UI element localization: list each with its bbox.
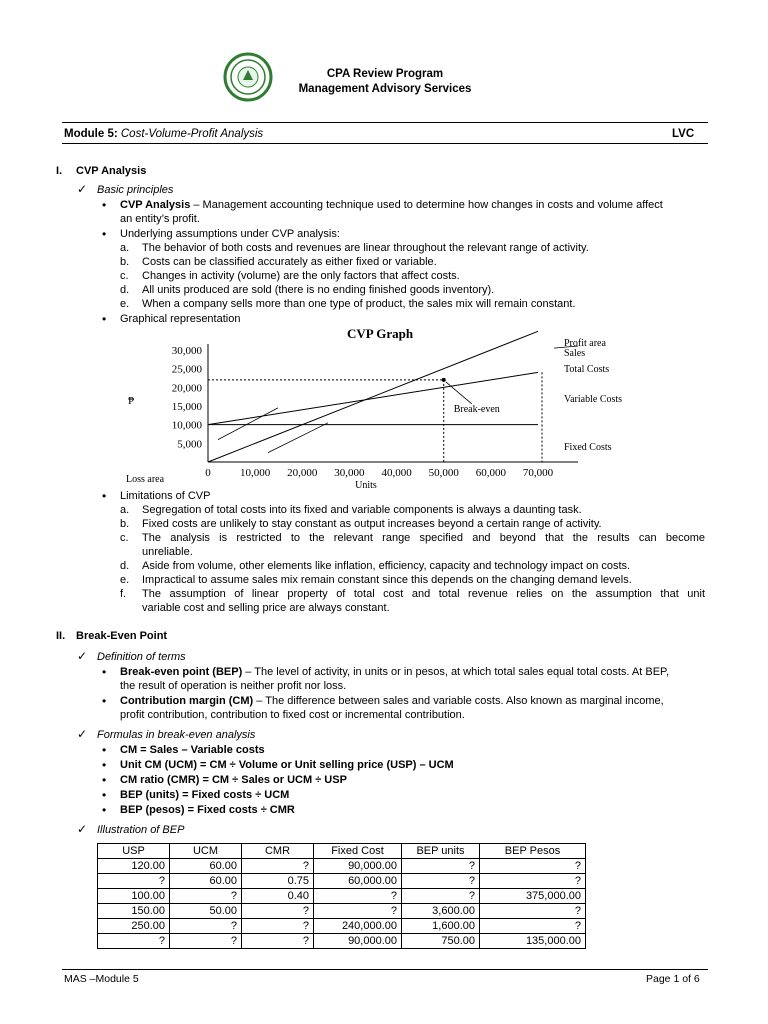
limitation-text: Segregation of total costs into its fixed and variable components is always a daunting task. xyxy=(142,504,582,516)
chart-x-tick-label: 30,000 xyxy=(334,467,365,479)
table-cell: 750.00 xyxy=(402,934,480,949)
cm-def-line1: – The difference between sales and variable costs. Also known as marginal income, xyxy=(253,695,664,707)
subject-title: Management Advisory Services xyxy=(298,83,472,95)
chart-ylabel: ₱ xyxy=(128,395,135,407)
chart-x-tick-label: 40,000 xyxy=(381,467,412,479)
limitation-letter: c. xyxy=(120,532,129,544)
chart-y-tick-label: 10,000 xyxy=(171,419,202,432)
table-header: BEP units xyxy=(402,844,480,859)
check-icon: ✓ xyxy=(77,822,88,836)
assumption-text: The behavior of both costs and revenues are linear throughout the relevant range of activity. xyxy=(142,242,589,254)
chart-x-tick-label: 70,000 xyxy=(522,467,554,479)
table-cell: ? xyxy=(314,904,402,919)
limitation-letter: f. xyxy=(120,588,127,600)
illustration-heading: Illustration of BEP xyxy=(97,824,185,836)
table-cell: ? xyxy=(402,859,480,874)
chart-x-tick-label: 0 xyxy=(205,467,211,479)
table-row xyxy=(98,889,586,904)
table-cell: 100.00 xyxy=(98,889,170,904)
bep-def-line1: – The level of activity, in units or in pesos, at which total sales equal total costs. At BEP, xyxy=(242,666,670,678)
basic-principles-heading: Basic principles xyxy=(97,184,174,196)
table-header: CMR xyxy=(242,844,314,859)
author-initials: LVC xyxy=(672,128,695,140)
table-cell: 90,000.00 xyxy=(314,859,402,874)
bullet-icon: • xyxy=(102,198,107,212)
cm-definition xyxy=(120,695,664,707)
table-cell: 120.00 xyxy=(98,859,170,874)
table-cell: 60.00 xyxy=(170,874,242,889)
assumption-letter: e. xyxy=(120,298,130,310)
chart-y-tick-label: 30,000 xyxy=(171,345,202,357)
limitation-text: The assumption of linear property of total cost and total revenue relies on the assumption that unit xyxy=(142,588,705,600)
bullet-icon: • xyxy=(102,312,107,326)
formula: Unit CM (UCM) = CM ÷ Volume or Unit selling price (USP) – UCM xyxy=(120,759,454,771)
section1-number: I. xyxy=(56,165,63,177)
limitation-text: Impractical to assume sales mix remain constant since this depends on the changing demand levels. xyxy=(142,574,632,586)
cvp-def-line1: – Management accounting technique used to determine how changes in costs and volume affect xyxy=(190,199,663,211)
graphical-heading: Graphical representation xyxy=(120,313,241,325)
table-cell: ? xyxy=(242,919,314,934)
limitations-title: Limitations of CVP xyxy=(120,490,211,502)
assumption-letter: a. xyxy=(120,242,130,254)
table-cell: ? xyxy=(242,934,314,949)
check-icon: ✓ xyxy=(77,649,88,663)
program-title: CPA Review Program xyxy=(326,68,444,80)
table-header: UCM xyxy=(170,844,242,859)
table-cell: 0.40 xyxy=(242,889,314,904)
table-cell: 250.00 xyxy=(98,919,170,934)
assumption-letter: c. xyxy=(120,270,129,282)
table-row xyxy=(98,874,586,889)
table-cell: 60.00 xyxy=(170,859,242,874)
table-cell: 135,000.00 xyxy=(480,934,586,949)
chart-y-tick-label: 25,000 xyxy=(171,363,202,376)
bullet-icon: • xyxy=(102,694,107,708)
table-cell: ? xyxy=(480,859,586,874)
table-cell: 375,000.00 xyxy=(480,889,586,904)
cm-term: Contribution margin (CM) xyxy=(120,695,254,707)
table-cell: ? xyxy=(242,859,314,874)
chart-x-tick-label: 60,000 xyxy=(475,467,506,479)
section2-number: II. xyxy=(56,630,66,642)
table-cell: ? xyxy=(242,904,314,919)
formula: BEP (pesos) = Fixed costs ÷ CMR xyxy=(120,804,295,816)
chart-title: CVP Graph xyxy=(346,326,414,341)
table-cell: 90,000.00 xyxy=(314,934,402,949)
module-label: Module 5: xyxy=(64,128,118,140)
table-cell: 240,000.00 xyxy=(314,919,402,934)
bep-term: Break-even point (BEP) xyxy=(120,666,243,678)
bep-illustration-table xyxy=(97,843,586,949)
table-cell: ? xyxy=(480,904,586,919)
assumption-text: All units produced are sold (there is no ending finished goods inventory). xyxy=(142,284,495,296)
limitation-letter: b. xyxy=(120,518,130,530)
bullet-icon: • xyxy=(102,788,107,802)
bullet-icon: • xyxy=(102,803,107,817)
chart-x-tick-label: 10,000 xyxy=(240,467,271,479)
assumptions-title: Underlying assumptions under CVP analysis: xyxy=(120,228,340,240)
chart-annotation-total-costs: Total Costs xyxy=(564,364,610,375)
chart-x-tick-label: 50,000 xyxy=(428,467,459,479)
limitation-letter: e. xyxy=(120,574,130,586)
cvp-graph xyxy=(118,322,638,490)
table-cell: ? xyxy=(402,889,480,904)
table-cell: ? xyxy=(98,874,170,889)
table-header: Fixed Cost xyxy=(314,844,402,859)
table-cell: 3,600.00 xyxy=(402,904,480,919)
bullet-icon: • xyxy=(102,665,107,679)
table-cell: 60,000.00 xyxy=(314,874,402,889)
table-cell: ? xyxy=(170,919,242,934)
chart-xlabel: Units xyxy=(355,480,377,490)
table-row xyxy=(98,934,586,949)
bep-definition xyxy=(120,666,669,678)
table-header-row xyxy=(98,844,586,859)
table-cell: 0.75 xyxy=(242,874,314,889)
table-cell: ? xyxy=(170,889,242,904)
bullet-icon: • xyxy=(102,227,107,241)
chart-annotation-profit-area: Profit area xyxy=(564,338,606,349)
table-header: BEP Pesos xyxy=(480,844,586,859)
formulas-heading: Formulas in break-even analysis xyxy=(97,729,256,741)
cm-def-line2: profit contribution, contribution to fixed cost or incremental contribution. xyxy=(120,709,465,721)
limitation-text: The analysis is restricted to the relevant range specified and beyond that the results can become xyxy=(142,532,705,544)
chart-annotation-fixed-costs: Fixed Costs xyxy=(564,442,612,453)
bullet-icon: • xyxy=(102,758,107,772)
chart-x-tick-label: 20,000 xyxy=(287,467,318,479)
chart-loss-arrow-2 xyxy=(268,423,328,453)
assumption-letter: b. xyxy=(120,256,130,268)
table-row xyxy=(98,904,586,919)
cvp-term: CVP Analysis xyxy=(120,199,191,211)
formula: CM ratio (CMR) = CM ÷ Sales or UCM ÷ USP xyxy=(120,774,347,786)
chart-y-tick-label: 15,000 xyxy=(171,401,202,413)
chart-break-even-point xyxy=(442,378,446,382)
assumption-text: Changes in activity (volume) are the only factors that affect costs. xyxy=(142,270,460,282)
check-icon: ✓ xyxy=(77,182,88,196)
module-title: Cost-Volume-Profit Analysis xyxy=(120,128,264,140)
table-cell: 50.00 xyxy=(170,904,242,919)
chart-annotation-variable-costs: Variable Costs xyxy=(564,394,623,405)
table-header: USP xyxy=(98,844,170,859)
module-rule xyxy=(62,143,708,144)
chart-annotation-sales: Sales xyxy=(564,348,586,359)
check-icon: ✓ xyxy=(77,727,88,741)
footer-rule xyxy=(62,969,708,970)
bullet-icon: • xyxy=(102,773,107,787)
limitation-text: Aside from volume, other elements like inflation, efficiency, capacity and technology impact on costs. xyxy=(142,560,631,572)
table-cell: ? xyxy=(170,934,242,949)
chart-break-even-label: Break-even xyxy=(453,403,500,415)
table-cell: ? xyxy=(480,919,586,934)
module-heading xyxy=(64,128,263,140)
table-cell: 1,600.00 xyxy=(402,919,480,934)
limitation-text: Fixed costs are unlikely to stay constant as output increases beyond a certain range of activity. xyxy=(142,518,602,530)
cvp-definition xyxy=(120,199,663,211)
table-cell: ? xyxy=(98,934,170,949)
table-cell: ? xyxy=(314,889,402,904)
chart-y-tick-label: 20,000 xyxy=(171,382,202,395)
chart-loss-arrow-1 xyxy=(218,408,278,440)
limitation-letter: a. xyxy=(120,504,130,516)
section1-title: CVP Analysis xyxy=(76,165,147,177)
bep-def-line2: the result of operation is neither profit nor loss. xyxy=(120,680,347,692)
table-cell: ? xyxy=(402,874,480,889)
chart-y-tick-label: 5,000 xyxy=(177,438,202,451)
chart-annotation-loss-area: Loss area xyxy=(126,474,165,485)
header-rule xyxy=(62,122,708,123)
bullet-icon: • xyxy=(102,489,107,503)
formula: BEP (units) = Fixed costs ÷ UCM xyxy=(120,789,290,801)
table-cell: ? xyxy=(480,874,586,889)
limitation-text-cont: unreliable. xyxy=(142,546,193,558)
table-row xyxy=(98,919,586,934)
footer-module: MAS –Module 5 xyxy=(64,973,139,985)
assumption-text: When a company sells more than one type of product, the sales mix will remain constant. xyxy=(142,298,576,310)
footer-page-number: Page 1 of 6 xyxy=(646,973,700,985)
limitation-letter: d. xyxy=(120,560,130,572)
limitation-text-cont: variable cost and selling price are always constant. xyxy=(142,602,390,614)
chart-line-sales xyxy=(208,331,538,462)
definition-heading: Definition of terms xyxy=(97,651,186,663)
formula: CM = Sales – Variable costs xyxy=(120,744,265,756)
assumption-text: Costs can be classified accurately as either fixed or variable. xyxy=(142,256,437,268)
bullet-icon: • xyxy=(102,743,107,757)
table-row xyxy=(98,859,586,874)
table-cell: 150.00 xyxy=(98,904,170,919)
section2-title: Break-Even Point xyxy=(76,630,168,642)
assumption-letter: d. xyxy=(120,284,130,296)
cvp-def-line2: an entity’s profit. xyxy=(120,213,200,225)
